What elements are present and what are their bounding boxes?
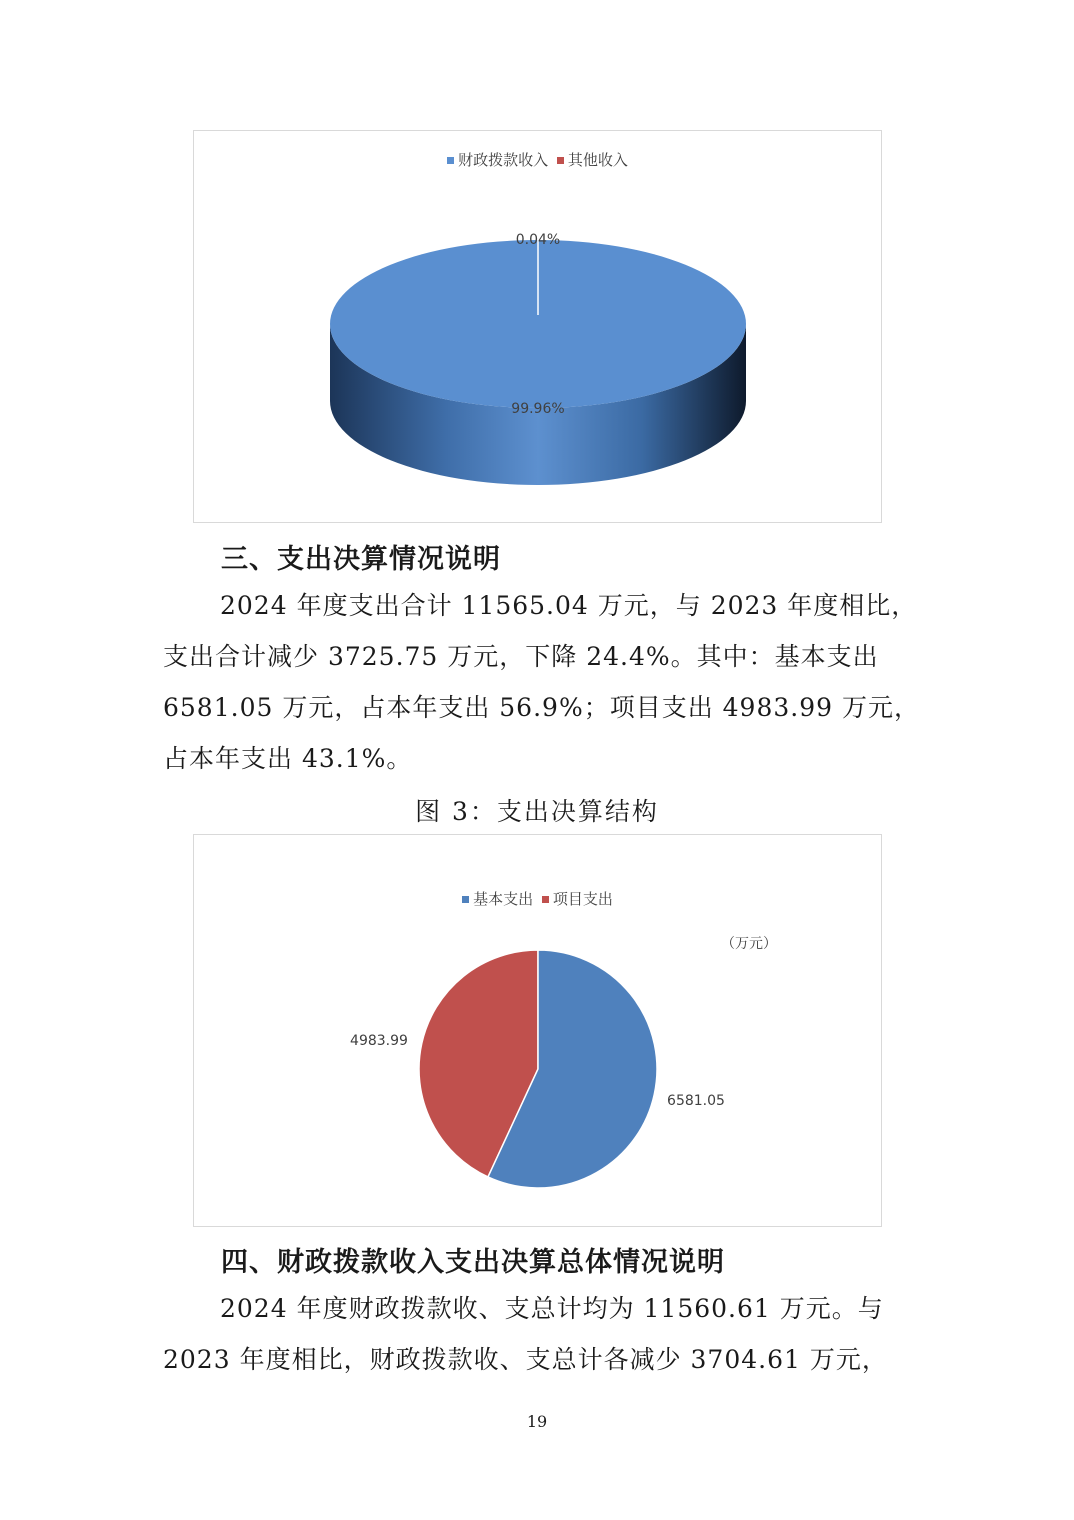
data-label-fiscal: 99.96% (511, 401, 565, 417)
legend-item-project: 项目支出 (542, 890, 613, 908)
legend-item-basic: 基本支出 (462, 890, 533, 908)
paragraph-line: 占本年支出 43.1%。 (163, 744, 413, 773)
figure-caption: 图 3：支出决算结构 (415, 797, 659, 826)
unit-label: （万元） (721, 936, 777, 952)
paragraph-line: 支出合计减少 3725.75 万元，下降 24.4%。其中：基本支出 (163, 642, 879, 671)
section-heading-fiscal: 四、财政拨款收入支出决算总体情况说明 (221, 1247, 725, 1278)
data-label-project: 4983.99 (350, 1033, 408, 1049)
page-number: 19 (526, 1412, 548, 1431)
paragraph-line: 6581.05 万元，占本年支出 56.9%；项目支出 4983.99 万元， (163, 693, 920, 722)
pie-3d-svg (194, 131, 881, 522)
paragraph-line: 2024 年度财政拨款收、支总计均为 11560.61 万元。与 (220, 1294, 884, 1323)
data-label-other: 0.04% (515, 232, 561, 248)
data-label-basic: 6581.05 (667, 1093, 725, 1109)
expenditure-pie-chart (193, 834, 882, 1227)
pie-2d-svg (194, 835, 881, 1226)
legend-item-other: 其他收入 (557, 151, 628, 169)
income-pie-chart (193, 130, 882, 523)
section-heading-expenditure: 三、支出决算情况说明 (221, 544, 501, 575)
legend-item-fiscal: 财政拨款收入 (447, 151, 548, 169)
paragraph-line: 2024 年度支出合计 11565.04 万元，与 2023 年度相比， (220, 591, 918, 620)
fiscal-paragraph (163, 1283, 923, 1385)
paragraph-line: 2023 年度相比，财政拨款收、支总计各减少 3704.61 万元， (163, 1345, 888, 1374)
expenditure-paragraph (163, 580, 923, 784)
